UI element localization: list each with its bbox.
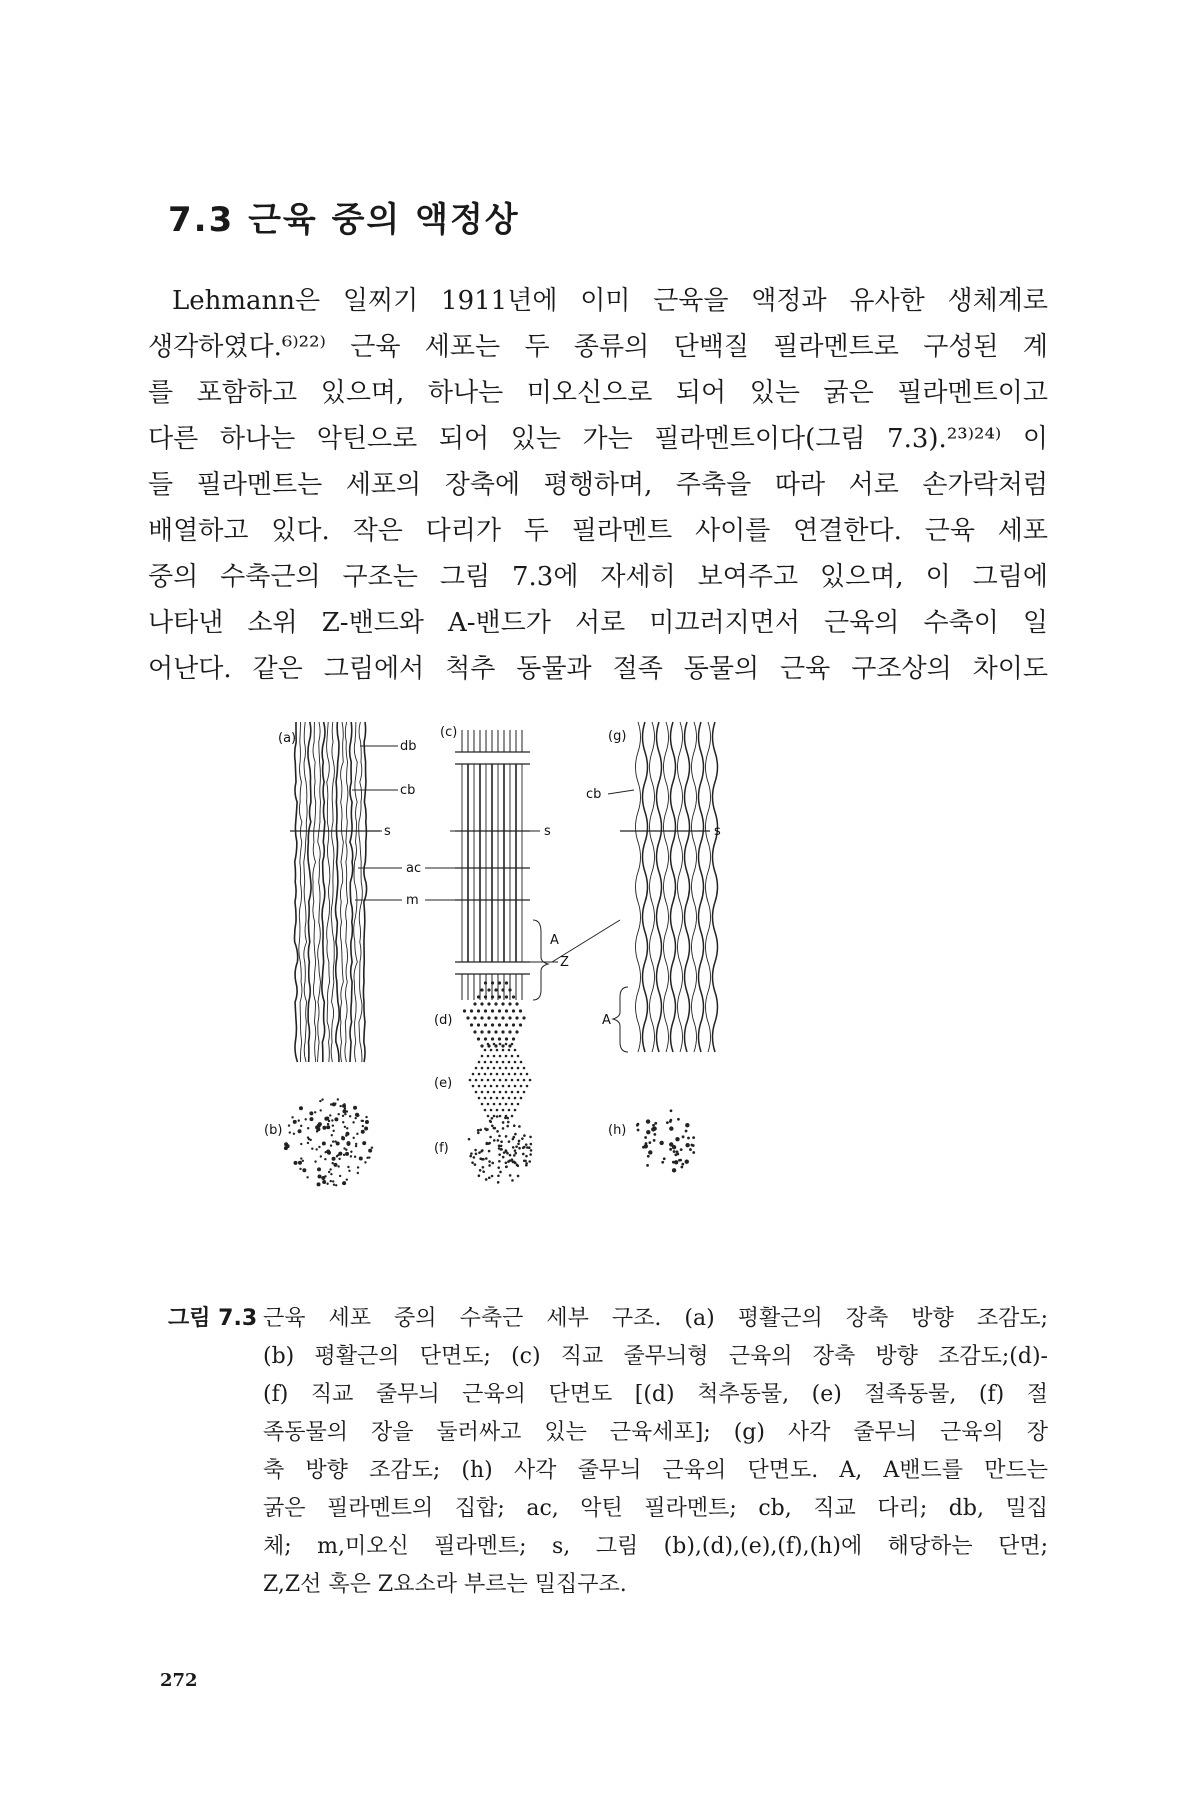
callout-s: s bbox=[384, 824, 391, 839]
callout-A: A bbox=[550, 933, 559, 948]
body-line: 배열하고 있다. 작은 다리가 두 필라멘트 사이를 연결한다. 근육 세포 bbox=[148, 516, 1048, 546]
panel-f-drawing bbox=[468, 1115, 533, 1183]
body-line: 들 필라멘트는 세포의 장축에 평행하며, 주축을 따라 서로 손가락처럼 bbox=[148, 470, 1048, 500]
caption-line: 축 방향 조감도; (h) 사각 줄무늬 근육의 단면도. A, A밴드를 만드는 bbox=[263, 1458, 1048, 1483]
callout-db: db bbox=[400, 739, 417, 754]
panel-a-drawing bbox=[290, 722, 380, 1062]
panel-g-drawing bbox=[620, 722, 718, 1052]
callout-cb: cb bbox=[400, 783, 416, 798]
callout-s-g: s bbox=[714, 824, 721, 839]
panel-h-drawing bbox=[636, 1109, 695, 1172]
panel-b-drawing bbox=[284, 1098, 373, 1186]
callout-m: m bbox=[406, 893, 419, 908]
caption-line: 족동물의 장을 둘러싸고 있는 근육세포]; (g) 사각 줄무늬 근육의 장 bbox=[263, 1420, 1048, 1445]
callout-A-g: A bbox=[602, 1013, 611, 1028]
section-title: 7.3 근육 중의 액정상 bbox=[168, 200, 520, 240]
panel-c-label: (c) bbox=[440, 725, 458, 740]
caption-line: Z,Z선 혹은 Z요소라 부르는 밀집구조. bbox=[263, 1572, 627, 1597]
panel-e-label: (e) bbox=[434, 1076, 453, 1091]
body-paragraph bbox=[148, 278, 1048, 692]
body-line: 다른 하나는 악틴으로 되어 있는 가는 필라멘트이다(그림 7.3).²³⁾²⁴⁾ 이 bbox=[148, 424, 1048, 454]
callout-Z: Z bbox=[560, 955, 569, 970]
caption-line: (b) 평활근의 단면도; (c) 직교 줄무늬형 근육의 장축 방향 조감도;(d)- bbox=[263, 1344, 1048, 1369]
panel-h-label: (h) bbox=[608, 1123, 627, 1138]
caption-line: 근육 세포 중의 수축근 세부 구조. (a) 평활근의 장축 방향 조감도; bbox=[263, 1306, 1048, 1331]
panel-f-label: (f) bbox=[434, 1141, 449, 1156]
caption-line: 굵은 필라멘트의 집합; ac, 악틴 필라멘트; cb, 직교 다리; db, 밀집 bbox=[263, 1496, 1048, 1521]
caption-line: (f) 직교 줄무늬 근육의 단면도 [(d) 척추동물, (e) 절족동물, (f) 절 bbox=[263, 1382, 1048, 1407]
body-line: 생각하였다.⁶⁾²²⁾ 근육 세포는 두 종류의 단백질 필라멘트로 구성된 계 bbox=[148, 332, 1048, 362]
panel-d-label: (d) bbox=[434, 1013, 453, 1028]
caption-line: 체; m,미오신 필라멘트; s, 그림 (b),(d),(e),(f),(h)에 해당하는 단면; bbox=[263, 1534, 1048, 1559]
callout-cb-g: cb bbox=[586, 787, 602, 802]
panel-a-label: (a) bbox=[278, 731, 297, 746]
panel-c-drawing bbox=[455, 730, 530, 1000]
callout-ac: ac bbox=[406, 861, 422, 876]
body-line: 나타낸 소위 Z-밴드와 A-밴드가 서로 미끄러지면서 근육의 수축이 일 bbox=[148, 608, 1048, 638]
caption-label: 그림 7.3 bbox=[168, 1306, 258, 1331]
body-line: Lehmann은 일찌기 1911년에 이미 근육을 액정과 유사한 생체계로 bbox=[172, 286, 1048, 316]
panel-e-drawing bbox=[469, 1043, 532, 1118]
panel-g-label: (g) bbox=[608, 729, 627, 744]
panel-b-label: (b) bbox=[264, 1123, 283, 1138]
body-line: 를 포함하고 있으며, 하나는 미오신으로 되어 있는 굵은 필라멘트이고 bbox=[148, 378, 1048, 408]
body-line: 어난다. 같은 그림에서 척추 동물과 절족 동물의 근육 구조상의 차이도 bbox=[148, 654, 1048, 684]
page-number: 272 bbox=[160, 1670, 198, 1691]
muscle-structure-figure bbox=[264, 722, 910, 1262]
figure-caption bbox=[168, 1300, 1048, 1604]
callout-s-c: s bbox=[544, 824, 551, 839]
body-line: 중의 수축근의 구조는 그림 7.3에 자세히 보여주고 있으며, 이 그림에 bbox=[148, 562, 1048, 592]
